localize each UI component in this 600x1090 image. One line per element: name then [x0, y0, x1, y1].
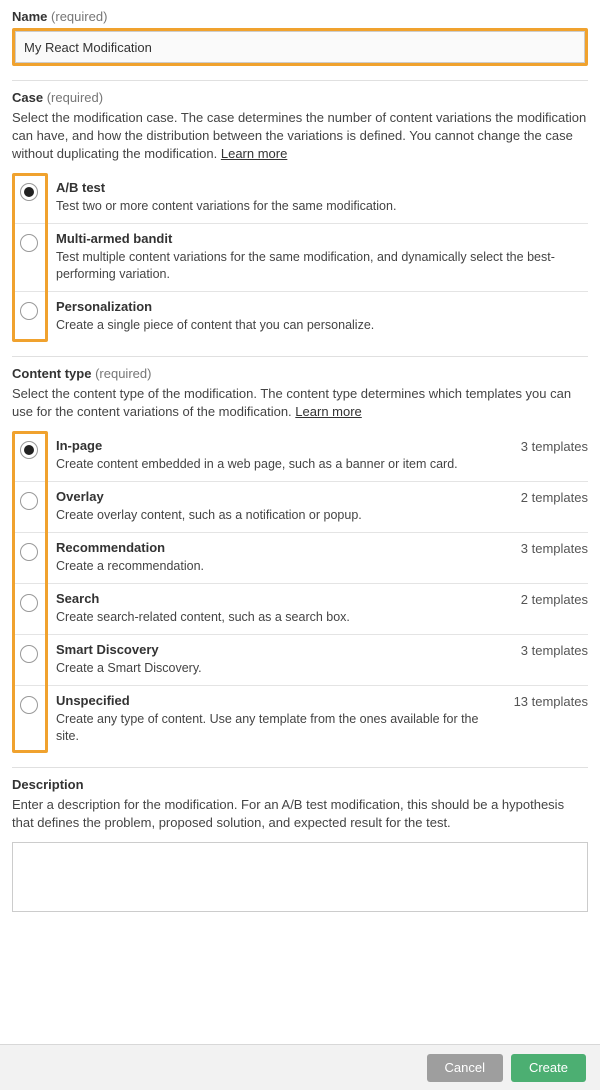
case-help-text	[12, 109, 588, 163]
description-textarea[interactable]	[12, 842, 588, 912]
content-type-option-row[interactable]	[12, 635, 588, 686]
name-input[interactable]	[15, 31, 585, 63]
radio-icon-unspecified[interactable]	[20, 696, 38, 714]
case-label-text: Case	[12, 90, 44, 105]
case-option-row[interactable]	[12, 173, 588, 224]
content-type-option-row[interactable]	[12, 584, 588, 635]
radio-icon-overlay[interactable]	[20, 492, 38, 510]
case-required-tag: (required)	[46, 90, 104, 105]
content-type-option-desc: Create any type of content. Use any template from the ones available for the site.	[56, 712, 479, 743]
content-type-option-body	[56, 693, 504, 745]
cancel-button[interactable]: Cancel	[427, 1054, 503, 1082]
content-type-options-group	[12, 431, 588, 753]
case-learn-more-link[interactable]: Learn more	[220, 146, 288, 161]
name-label	[12, 0, 588, 24]
description-help-text: Enter a description for the modification. For an A/B test modification, this should be a hypothesis that defines the problem, proposed solution, and expected result for the test.	[12, 797, 565, 830]
content-type-option-row[interactable]	[12, 482, 588, 533]
content-type-option-desc: Create content embedded in a web page, such as a banner or item card.	[56, 457, 458, 471]
content-type-option-body	[56, 540, 511, 575]
content-type-option-title: Recommendation	[56, 540, 166, 555]
radio-icon-ab-test[interactable]	[20, 183, 38, 201]
content-type-option-desc: Create overlay content, such as a notification or popup.	[56, 508, 362, 522]
content-type-option-body	[56, 591, 511, 626]
case-option-body	[56, 180, 588, 215]
radio-icon-in-page[interactable]	[20, 441, 38, 459]
case-option-body	[56, 299, 588, 334]
name-required-tag: (required)	[51, 9, 108, 24]
content-type-option-desc: Create a recommendation.	[56, 559, 204, 573]
content-type-option-title: Smart Discovery	[56, 642, 159, 657]
case-options-group	[12, 173, 588, 342]
content-type-option-title: In-page	[56, 438, 103, 453]
content-type-learn-more-link[interactable]: Learn more	[295, 404, 362, 419]
content-type-option-template-count: 3 templates	[520, 541, 588, 556]
case-label	[12, 81, 588, 105]
content-type-option-body	[56, 642, 511, 677]
name-input-highlight	[12, 28, 588, 66]
content-type-option-body	[56, 438, 511, 473]
radio-icon-search[interactable]	[20, 594, 38, 612]
content-type-option-desc: Create search-related content, such as a search box.	[56, 610, 350, 624]
content-type-option-row[interactable]	[12, 431, 588, 482]
content-type-help-body: Select the content type of the modification. The content type determines which templates you can use for the content variations of the modification.	[12, 386, 572, 419]
content-type-option-template-count: 2 templates	[520, 490, 588, 505]
case-option-row[interactable]	[12, 224, 588, 292]
case-option-desc: Test two or more content variations for the same modification.	[56, 199, 397, 213]
content-type-help-text	[12, 385, 588, 421]
content-type-option-title: Unspecified	[56, 693, 130, 708]
radio-icon-multi-armed-bandit[interactable]	[20, 234, 38, 252]
content-type-option-template-count: 13 templates	[513, 694, 588, 709]
content-type-option-title: Overlay	[56, 489, 104, 504]
content-type-option-title: Search	[56, 591, 100, 606]
case-option-row[interactable]	[12, 292, 588, 342]
case-option-body	[56, 231, 588, 283]
case-option-desc: Test multiple content variations for the same modification, and dynamically select the best-performing variation.	[56, 250, 555, 281]
content-type-option-body	[56, 489, 511, 524]
content-type-option-row[interactable]	[12, 686, 588, 753]
case-option-title: Multi-armed bandit	[56, 231, 173, 246]
content-type-label	[12, 357, 588, 381]
case-help-body: Select the modification case. The case determines the number of content variations the modification can have, and how the distribution between the variations is defined. You cannot change the case without duplicating the modification.	[12, 110, 587, 161]
radio-icon-personalization[interactable]	[20, 302, 38, 320]
create-button[interactable]: Create	[511, 1054, 586, 1082]
radio-icon-smart-discovery[interactable]	[20, 645, 38, 663]
form-footer	[0, 1044, 600, 1090]
content-type-label-text: Content type	[12, 366, 92, 381]
description-label-text: Description	[12, 777, 84, 792]
name-label-text: Name	[12, 9, 48, 24]
content-type-option-template-count: 2 templates	[520, 592, 588, 607]
content-type-option-row[interactable]	[12, 533, 588, 584]
case-option-title: A/B test	[56, 180, 106, 195]
description-label	[12, 768, 588, 792]
case-option-desc: Create a single piece of content that you can personalize.	[56, 318, 375, 332]
content-type-option-desc: Create a Smart Discovery.	[56, 661, 202, 675]
case-option-title: Personalization	[56, 299, 153, 314]
content-type-option-template-count: 3 templates	[520, 643, 588, 658]
content-type-required-tag: (required)	[95, 366, 152, 381]
radio-icon-recommendation[interactable]	[20, 543, 38, 561]
content-type-option-template-count: 3 templates	[520, 439, 588, 454]
